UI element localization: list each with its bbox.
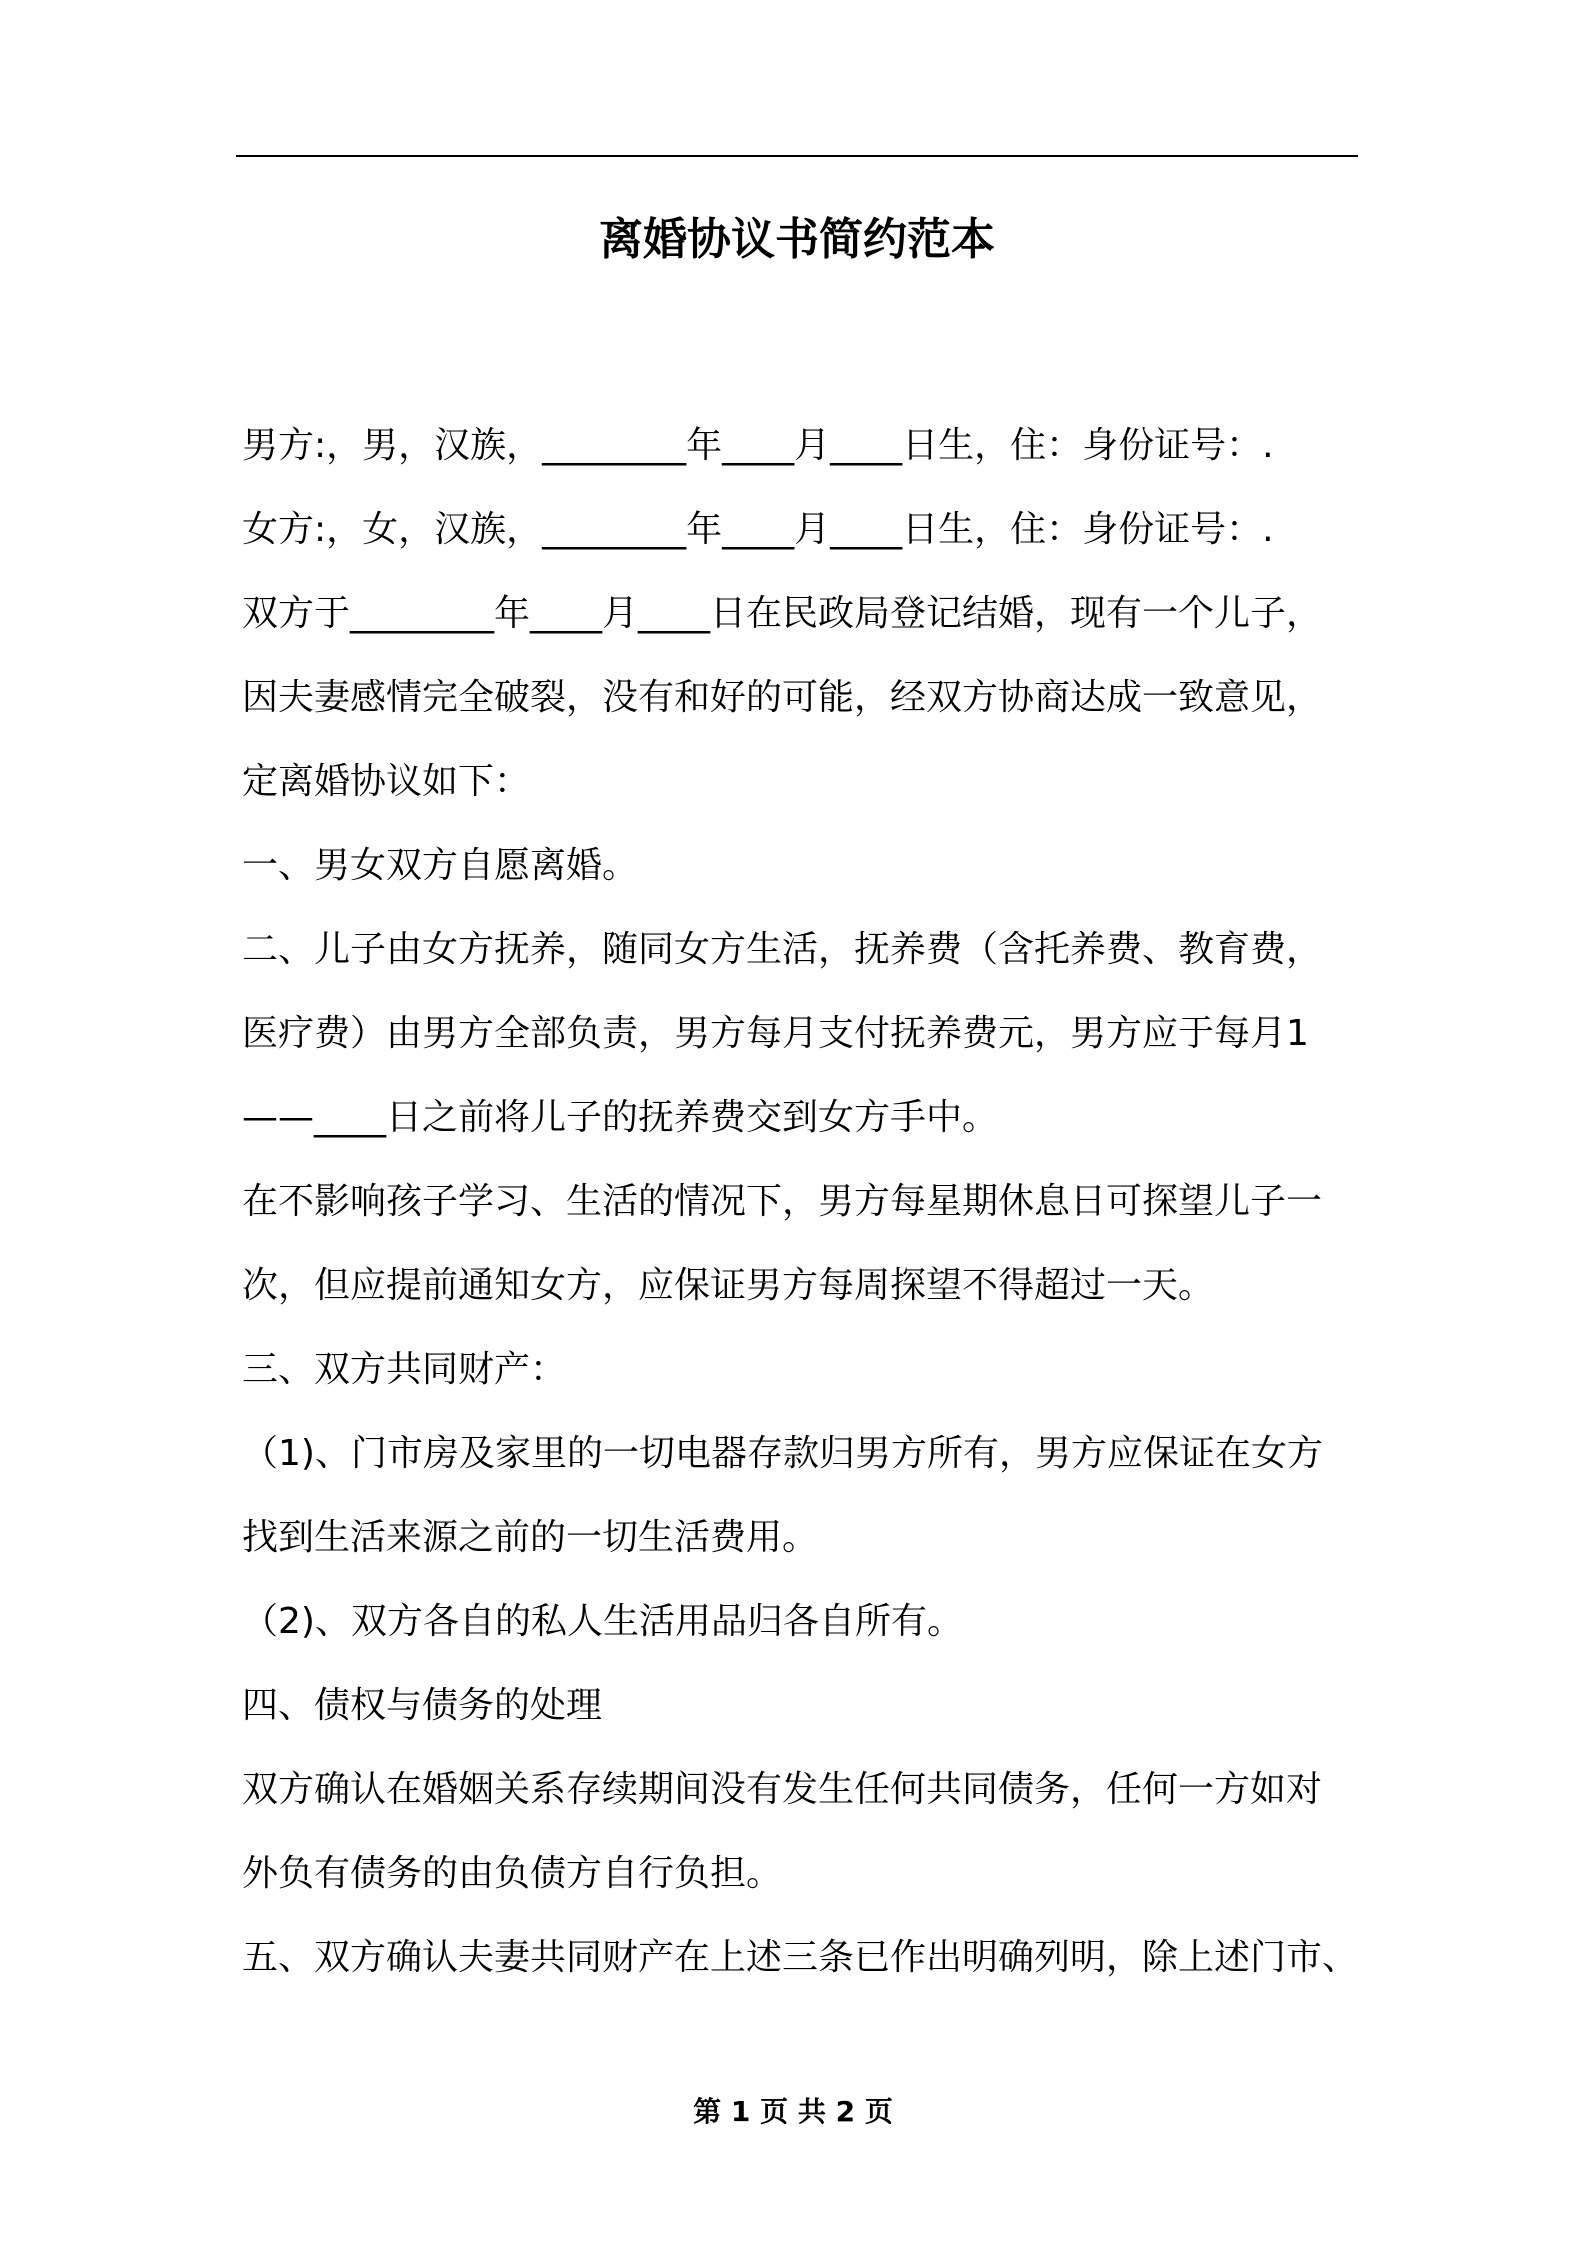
paragraph-line: （2)、双方各自的私人生活用品归各自所有。 (242, 1601, 963, 1642)
document-body (242, 404, 1366, 2000)
header-rule (236, 155, 1358, 157)
page-indicator: 第 1 页 共 2 页 (693, 2095, 893, 2128)
paragraph-line: 男方:，男，汉族，________年____月____日生，住：身份证号：. (242, 425, 1274, 466)
paragraph-line: 次，但应提前通知女方，应保证男方每周探望不得超过一天。 (242, 1265, 1215, 1306)
paragraph-line: 在不影响孩子学习、生活的情况下，男方每星期休息日可探望儿子一 (242, 1181, 1323, 1222)
paragraph-line: 三、双方共同财产： (242, 1349, 567, 1390)
paragraph-line: 双方于________年____月____日在民政局登记结婚，现有一个儿子， (242, 593, 1323, 634)
paragraph-line: 双方确认在婚姻关系存续期间没有发生任何共同债务，任何一方如对 (242, 1769, 1323, 1810)
paragraph-line: 定离婚协议如下： (242, 761, 531, 802)
paragraph-line: 因夫妻感情完全破裂，没有和好的可能，经双方协商达成一致意见， (242, 677, 1323, 718)
paragraph-line: 二、儿子由女方抚养，随同女方生活，抚养费（含托养费、教育费， (242, 929, 1323, 970)
paragraph-line: 医疗费）由男方全部负责，男方每月支付抚养费元，男方应于每月1 (242, 1013, 1309, 1054)
paragraph-line: （1)、门市房及家里的一切电器存款归男方所有，男方应保证在女方 (242, 1433, 1323, 1474)
paragraph-line: 一、男女双方自愿离婚。 (242, 845, 639, 886)
paragraph-line: 女方:，女，汉族，________年____月____日生，住：身份证号：. (242, 509, 1274, 550)
paragraph-line: 五、双方确认夫妻共同财产在上述三条已作出明确列明，除上述门市、 (242, 1937, 1359, 1978)
paragraph-line: 四、债权与债务的处理 (242, 1685, 603, 1726)
paragraph-line: 找到生活来源之前的一切生活费用。 (242, 1517, 819, 1558)
document-title: 离婚协议书简约范本 (599, 214, 995, 265)
paragraph-line: ——____日之前将儿子的抚养费交到女方手中。 (242, 1097, 999, 1138)
paragraph-line: 外负有债务的由负债方自行负担。 (242, 1853, 783, 1894)
